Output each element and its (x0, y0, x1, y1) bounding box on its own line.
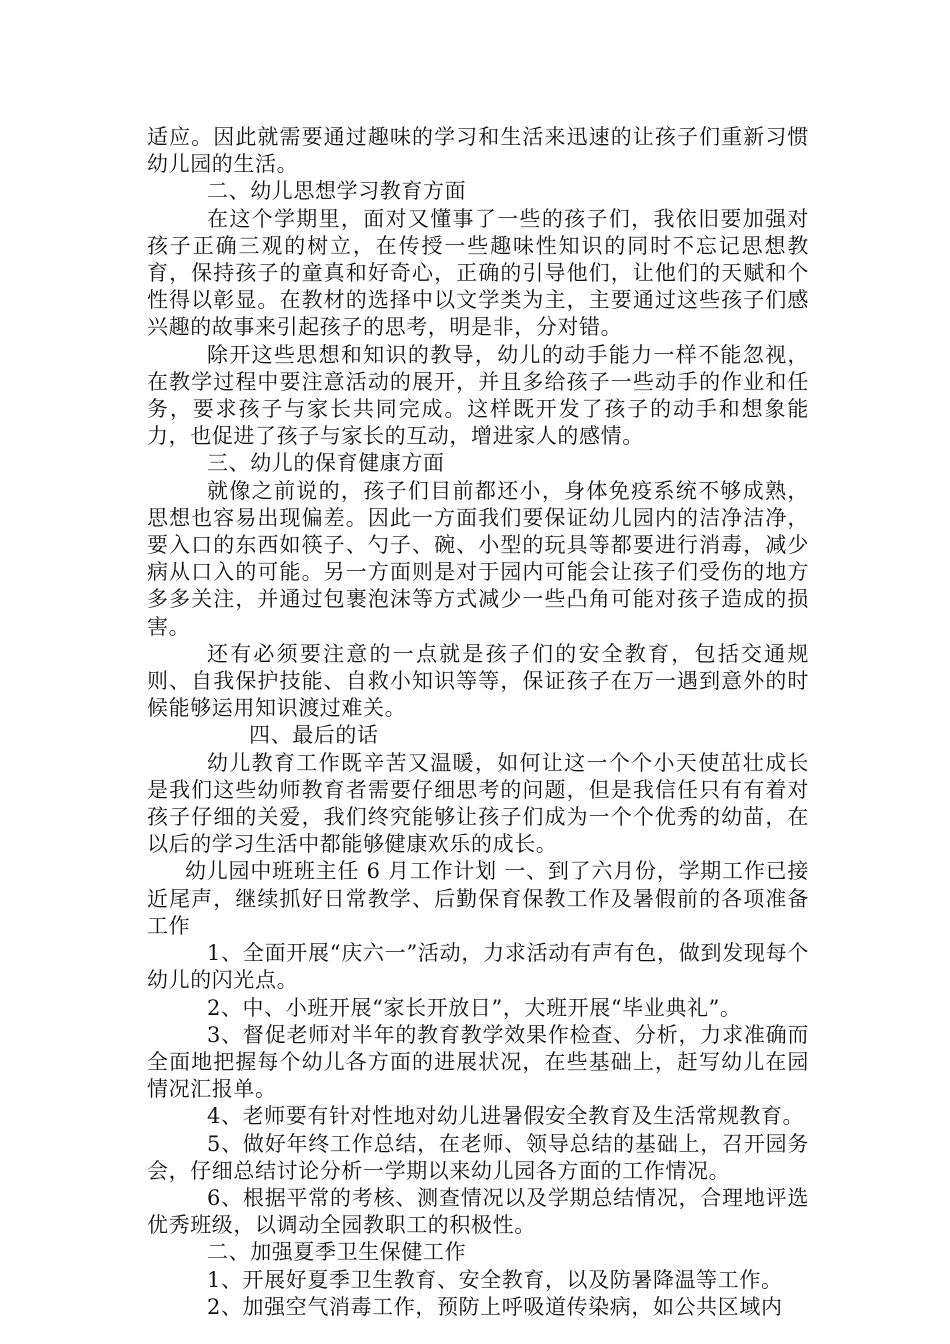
list-item-3: 3、督促老师对半年的教育教学效果作检查、分析，力求准确而全面地把握每个幼儿各方面的进展状况，在些基础上，赶写幼儿在园情况汇报单。 (147, 1022, 809, 1102)
list-item-2: 2、中、小班开展“家长开放日”，大班开展“毕业典礼”。 (207, 995, 742, 1020)
paragraph-final-words: 幼儿教育工作既辛苦又温暖，如何让这一个个小天使茁壮成长是我们这些幼师教育者需要仔细思考的问题，但是我信任只有有着对孩子仔细的关爱，我们终究能够让孩子们成为一个个优秀的幼苗，在以后的学习生活中都能够健康欢乐的成长。 (147, 750, 809, 857)
list-item-6: 6、根据平常的考核、测查情况以及学期总结情况，合理地评选优秀班级，以调动全园教职工的积极性。 (147, 1185, 809, 1238)
paragraph-continuation: 适应。因此就需要通过趣味的学习和生活来迅速的让孩子们重新习惯幼儿园的生活。 (147, 125, 809, 177)
paragraph-health-care: 就像之前说的，孩子们目前都还小，身体免疫系统不够成熟，思想也容易出现偏差。因此一方面我们要保证幼儿园内的洁净洁净，要入口的东西如筷子、勺子、碗、小型的玩具等都要进行消毒，减少病从口入的可能。另一方面则是对于园内可能会让孩子们受伤的地方多多关注，并通过包裹泡沫等方式减少一些凸角可能对孩子造成的损害。 (147, 478, 809, 639)
section-heading-health-care: 三、幼儿的保育健康方面 (207, 451, 445, 476)
section-heading-summer-hygiene: 二、加强夏季卫生保健工作 (207, 1240, 467, 1265)
list-item-1: 1、全面开展“庆六一”活动，力求活动有声有色，做到发现每个幼儿的闪光点。 (147, 941, 809, 993)
list-item-5: 5、做好年终工作总结，在老师、领导总结的基础上，召开园务会，仔细总结讨论分析一学期以来幼儿园各方面的工作情况。 (147, 1131, 809, 1183)
section-heading-final-words: 四、最后的话 (249, 723, 379, 748)
list-item-4: 4、老师要有针对性地对幼儿进暑假安全教育及生活常规教育。 (207, 1104, 805, 1129)
paragraph-safety-education: 还有必须要注意的一点就是孩子们的安全教育，包括交通规则、自我保护技能、自救小知识等等，保证孩子在万一遇到意外的时候能够运用知识渡过难关。 (147, 641, 809, 721)
paragraph-hands-on-ability: 除开这些思想和知识的教导，幼儿的动手能力一样不能忽视，在教学过程中要注意活动的展开，并且多给孩子一些动手的作业和任务，要求孩子与家长共同完成。这样既开发了孩子的动手和想象能力，也促进了孩子与家长的互动，增进家人的感情。 (147, 342, 809, 449)
section-heading-thought-education: 二、幼儿思想学习教育方面 (207, 179, 467, 204)
paragraph-thought-education: 在这个学期里，面对又懂事了一些的孩子们，我依旧要加强对孩子正确三观的树立，在传授一些趣味性知识的同时不忘记思想教育，保持孩子的童真和好奇心，正确的引导他们，让他们的天赋和个性得以彰显。在教材的选择中以文学类为主，主要通过这些孩子们感兴趣的故事来引起孩子的思考，明是非，分对错。 (147, 206, 809, 340)
list-item-hygiene-1: 1、开展好夏季卫生教育、安全教育，以及防暑降温等工作。 (207, 1267, 783, 1292)
paragraph-june-work-plan: 幼儿园中班班主任 6 月工作计划 一、到了六月份，学期工作已接近尾声，继续抓好日常教学、后勤保育保教工作及暑假前的各项准备工作 (147, 859, 809, 938)
list-item-hygiene-2: 2、加强空气消毒工作，预防上呼吸道传染病，如公共区域内 (207, 1294, 783, 1319)
document-body (147, 124, 809, 1321)
